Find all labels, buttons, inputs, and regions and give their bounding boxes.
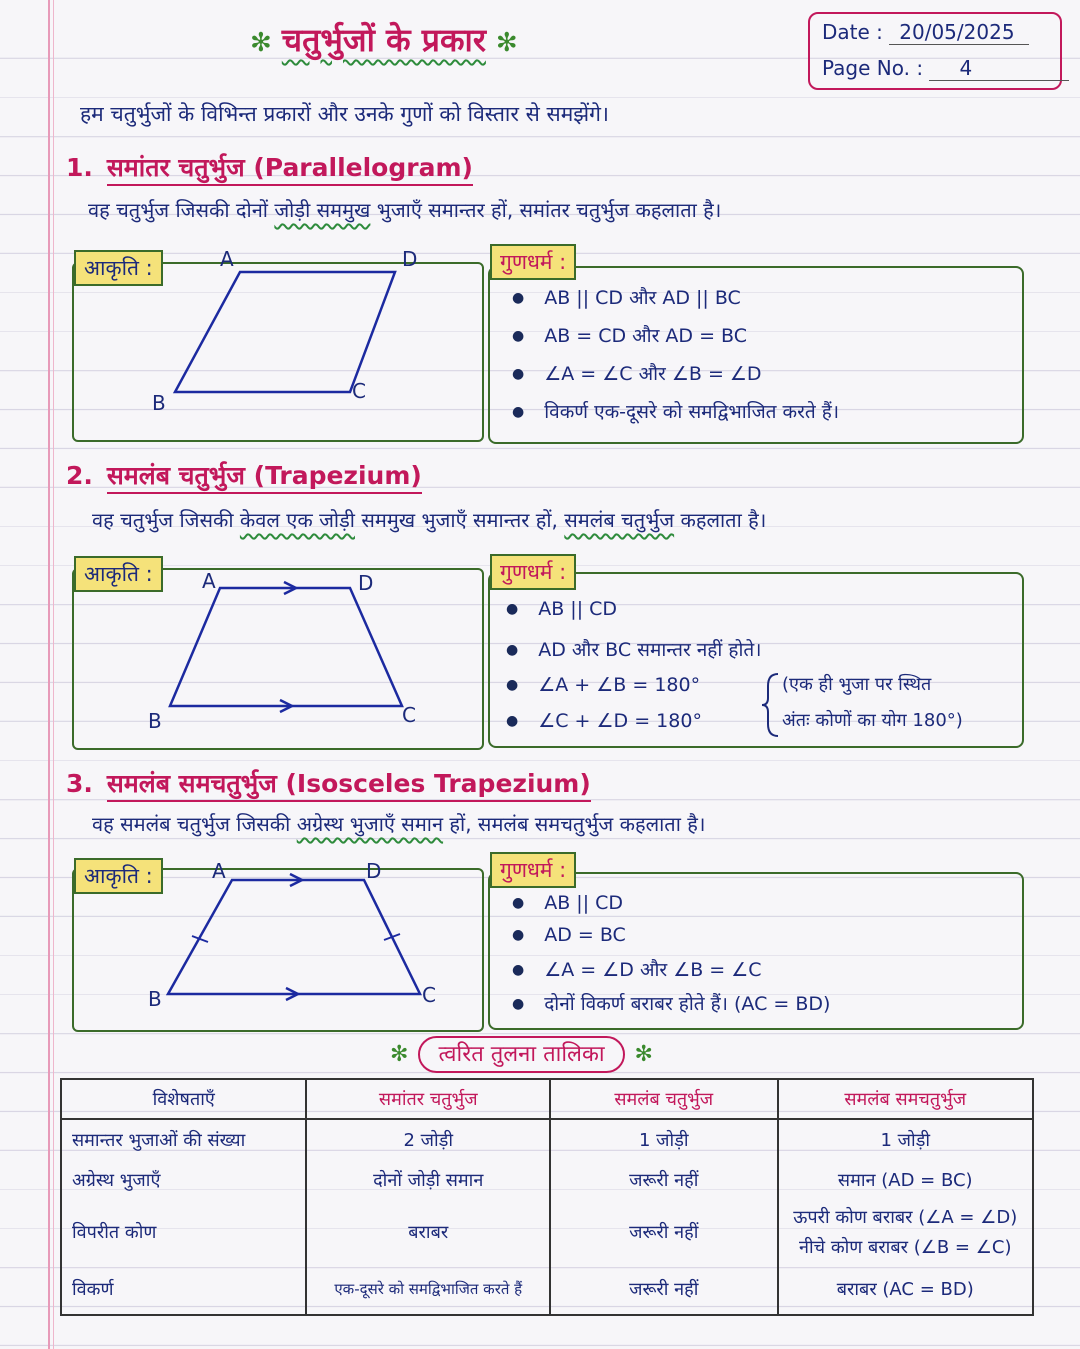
property-item: ● ∠C + ∠D = 180° bbox=[506, 710, 702, 732]
definition-text: हों, समलंब समचतुर्भुज कहलाता है। bbox=[443, 812, 706, 836]
table-cell: बराबर (AC = BD) bbox=[778, 1264, 1034, 1315]
table-cell-line: नीचे कोण बराबर (∠B = ∠C) bbox=[799, 1237, 1012, 1258]
intro-text: हम चतुर्भुजों के विभिन्त प्रकारों और उनके गुणों को विस्तार से समझेंगे। bbox=[80, 102, 609, 126]
properties-tag: गुणधर्म : bbox=[490, 244, 576, 280]
vertex-label-d: D bbox=[366, 859, 382, 883]
property-item: ● दोनों विकर्ण बराबर होते हैं। (AC = BD) bbox=[512, 990, 830, 1016]
vertex-label-d: D bbox=[358, 571, 374, 595]
table-header-cell: समलंब समचतुर्भुज bbox=[778, 1079, 1034, 1119]
vertex-label-b: B bbox=[148, 987, 162, 1011]
date-value: 20/05/2025 bbox=[889, 20, 1029, 45]
properties-tag: गुणधर्म : bbox=[490, 554, 576, 590]
note-line-2: अंतः कोणों का योग 180°) bbox=[782, 710, 963, 731]
section-1-definition bbox=[88, 196, 721, 223]
vertex-label-d: D bbox=[402, 247, 418, 271]
table-cell: 1 जोड़ी bbox=[550, 1119, 778, 1160]
table-header-row bbox=[61, 1079, 1033, 1119]
page-title bbox=[240, 18, 528, 61]
isosceles-trapezium-shape bbox=[168, 880, 420, 994]
definition-highlight: अग्रेस्थ भुजाएँ समान bbox=[296, 812, 444, 836]
definition-text: वह समलंब चतुर्भुज जिसकी bbox=[92, 812, 297, 836]
trapezium-figure bbox=[140, 560, 440, 740]
figure-tag: आकृति : bbox=[74, 858, 163, 894]
vertex-label-a: A bbox=[202, 569, 216, 593]
trapezium-shape bbox=[170, 588, 402, 706]
table-cell: विपरीत कोण bbox=[61, 1200, 306, 1264]
section-title: समलंब समचतुर्भुज (Isosceles Trapezium) bbox=[107, 769, 591, 802]
definition-text: सममुख भुजाएँ समान्तर हों, bbox=[354, 508, 565, 532]
section-2-definition bbox=[92, 506, 766, 533]
parallelogram-shape bbox=[175, 272, 395, 392]
table-cell: समान (AD = BC) bbox=[778, 1160, 1034, 1200]
date-label: Date : bbox=[822, 20, 883, 44]
vertex-label-b: B bbox=[148, 709, 162, 733]
vertex-label-c: C bbox=[352, 379, 366, 403]
figure-tag: आकृति : bbox=[74, 250, 163, 286]
table-cell: अग्रेस्थ भुजाएँ bbox=[61, 1160, 306, 1200]
table-row bbox=[61, 1119, 1033, 1160]
table-header-cell: समांतर चतुर्भुज bbox=[306, 1079, 550, 1119]
definition-text: कहलाता है। bbox=[674, 508, 767, 532]
properties-tag: गुणधर्म : bbox=[490, 852, 576, 888]
table-cell: विकर्ण bbox=[61, 1264, 306, 1315]
property-item: ● AB || CD और AD || BC bbox=[512, 284, 741, 310]
curly-brace-icon bbox=[760, 670, 782, 740]
definition-text: भुजाएँ समान्तर हों, समांतर चतुर्भुज कहलाता है। bbox=[370, 198, 722, 222]
section-title: समांतर चतुर्भुज (Parallelogram) bbox=[107, 153, 473, 186]
property-item: ● AD और BC समान्तर नहीं होते। bbox=[506, 636, 761, 662]
vertex-label-c: C bbox=[422, 983, 436, 1007]
table-cell: एक-दूसरे को समद्विभाजित करते हैं bbox=[306, 1264, 550, 1315]
section-2-heading bbox=[66, 458, 422, 492]
section-3-definition bbox=[92, 810, 705, 837]
figure-tag: आकृति : bbox=[74, 556, 163, 592]
definition-text: वह चतुर्भुज जिसकी bbox=[92, 508, 240, 532]
table-cell: समान्तर भुजाओं की संख्या bbox=[61, 1119, 306, 1160]
margin-line-inner bbox=[53, 0, 54, 1349]
date-row bbox=[822, 20, 1029, 45]
property-item: ● विकर्ण एक-दूसरे को समद्विभाजित करते हैं। bbox=[512, 398, 839, 424]
section-number: 2. bbox=[66, 461, 93, 490]
definition-highlight: समलंब चतुर्भुज bbox=[564, 508, 675, 532]
property-item: ● ∠A + ∠B = 180° bbox=[506, 674, 700, 696]
property-item: ● AB || CD bbox=[512, 892, 623, 914]
property-item: ● ∠A = ∠C और ∠B = ∠D bbox=[512, 360, 762, 386]
page-value: 4 bbox=[929, 56, 1069, 81]
table-cell: जरूरी नहीं bbox=[550, 1160, 778, 1200]
table-cell: दोनों जोड़ी समान bbox=[306, 1160, 550, 1200]
vertex-label-a: A bbox=[212, 859, 226, 883]
page-label: Page No. : bbox=[822, 56, 924, 80]
vertex-label-c: C bbox=[402, 703, 416, 727]
comparison-table-title bbox=[380, 1038, 663, 1068]
table-row bbox=[61, 1264, 1033, 1315]
property-item: ● AB = CD और AD = BC bbox=[512, 322, 747, 348]
section-1-properties-box bbox=[488, 266, 1024, 444]
parallelogram-figure bbox=[140, 240, 440, 420]
table-header-cell: विशेषताएँ bbox=[61, 1079, 306, 1119]
property-item: ● AB || CD bbox=[506, 598, 617, 620]
flower-ornament-icon: ✻ bbox=[634, 1042, 653, 1067]
page-row bbox=[822, 56, 1069, 81]
table-header-cell: समलंब चतुर्भुज bbox=[550, 1079, 778, 1119]
vertex-label-a: A bbox=[220, 247, 234, 271]
table-title-text: त्वरित तुलना तालिका bbox=[418, 1036, 624, 1073]
margin-line bbox=[48, 0, 50, 1349]
isosceles-trapezium-figure bbox=[140, 856, 450, 1026]
definition-highlight: केवल एक जोड़ी bbox=[239, 508, 355, 532]
definition-highlight: जोड़ी सममुख bbox=[274, 198, 371, 222]
flower-ornament-icon: ✻ bbox=[250, 28, 272, 58]
page-title-text: चतुर्भुजों के प्रकार bbox=[281, 21, 486, 59]
table-cell: जरूरी नहीं bbox=[550, 1200, 778, 1264]
table-cell: बराबर bbox=[306, 1200, 550, 1264]
date-page-box bbox=[808, 12, 1062, 90]
flower-ornament-icon: ✻ bbox=[390, 1042, 409, 1067]
table-row bbox=[61, 1200, 1033, 1264]
section-number: 1. bbox=[66, 153, 93, 182]
section-1-heading bbox=[66, 150, 473, 184]
section-2-properties-box bbox=[488, 572, 1024, 748]
flower-ornament-icon: ✻ bbox=[495, 28, 518, 58]
definition-text: वह चतुर्भुज जिसकी दोनों bbox=[88, 198, 275, 222]
vertex-label-b: B bbox=[152, 391, 166, 415]
comparison-table bbox=[60, 1078, 1034, 1316]
table-cell: जरूरी नहीं bbox=[550, 1264, 778, 1315]
table-cell-line: ऊपरी कोण बराबर (∠A = ∠D) bbox=[793, 1207, 1018, 1228]
section-3-heading bbox=[66, 766, 591, 800]
property-item: ● AD = BC bbox=[512, 924, 626, 946]
table-row bbox=[61, 1160, 1033, 1200]
note-line-1: (एक ही भुजा पर स्थित bbox=[782, 674, 932, 695]
table-cell: 2 जोड़ी bbox=[306, 1119, 550, 1160]
section-title: समलंब चतुर्भुज (Trapezium) bbox=[107, 461, 422, 494]
section-number: 3. bbox=[66, 769, 93, 798]
section-3-properties-box bbox=[488, 872, 1024, 1030]
property-item: ● ∠A = ∠D और ∠B = ∠C bbox=[512, 956, 762, 982]
table-cell: 1 जोड़ी bbox=[778, 1119, 1034, 1160]
table-cell bbox=[778, 1200, 1034, 1264]
